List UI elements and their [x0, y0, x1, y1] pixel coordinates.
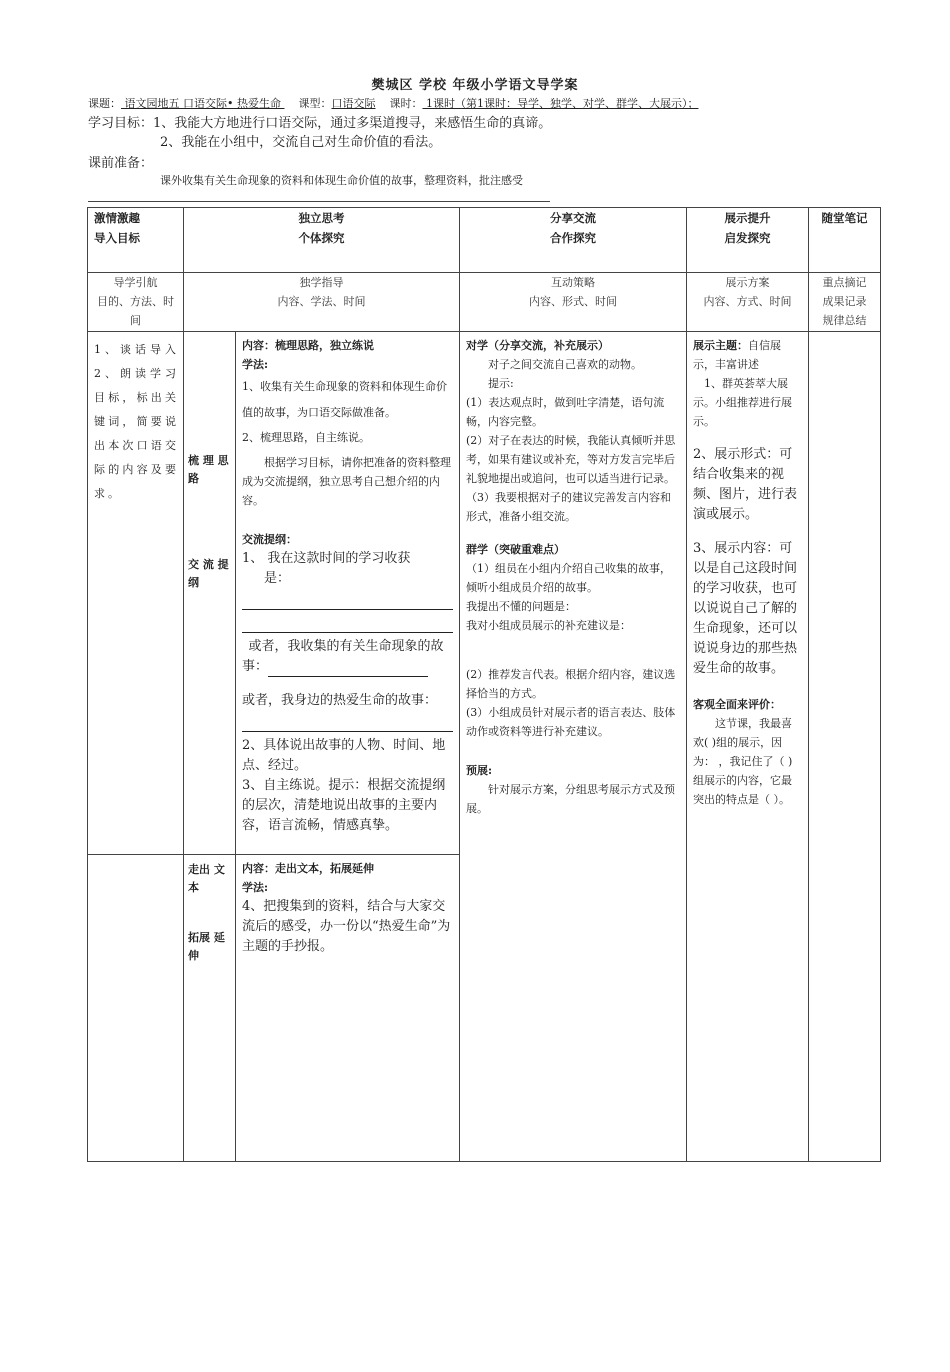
type-value: 口语交际	[331, 97, 376, 110]
goal-item-2: 2、我能在小组中，交流自己对生命价值的看法。	[160, 135, 442, 150]
answer-blank-2[interactable]	[242, 614, 453, 633]
lesson-table	[87, 207, 881, 1162]
group-1c: 我对小组成员展示的补充建议是：	[466, 619, 631, 632]
subheader-show: 展示方案 内容、方式、时间	[687, 273, 809, 332]
guide-text: 1、谈话导入 2、朗读学习目标，标出关键词，简要说出本次口语交际的内容及要求。	[94, 343, 179, 500]
answer-blank-3[interactable]	[268, 662, 428, 677]
phase2-m1: 4、把搜集到的资料，结合与大家交流后的感受，办一份以“热爱生命”为主题的手抄报。	[242, 899, 451, 954]
phase1-label-b: 交 流 提纲	[188, 558, 229, 589]
phase2-label-a: 走出 文本	[188, 863, 225, 894]
guide-cell	[88, 332, 184, 855]
phase2-content-cell	[236, 855, 460, 1162]
answer-blank-4[interactable]	[242, 713, 453, 732]
outline-1a: 1、 我在这款时间的学习收获	[242, 551, 411, 566]
header-row	[88, 208, 881, 273]
share-cell	[460, 332, 687, 1162]
show-item-1: 1、群英荟萃大展示。小组推荐进行展示。	[693, 377, 792, 428]
preview-text: 针对展示方案，分组思考展示方式及预展。	[466, 783, 675, 815]
phase1-content-cell	[236, 332, 460, 855]
period-value: 1课时（第1课时：导学、独学、对学、群学、大展示）；	[422, 97, 699, 110]
answer-blank-1[interactable]	[242, 591, 453, 610]
phase2-method-label: 学法:	[242, 881, 269, 894]
phase2-label-cell	[184, 855, 236, 1162]
group-2: (2）推荐发言代表。根据介绍内容，建议选择恰当的方式。	[466, 668, 676, 700]
phase2-content-title: 内容：走出文本，拓展延伸	[242, 862, 374, 875]
subheader-guide: 导学引航 目的、方法、时 间	[88, 273, 184, 332]
period-label: 课时：	[389, 97, 423, 110]
header-independent: 独立思考 个体探究	[184, 208, 460, 273]
group-title: 群学（突破重难点）	[466, 543, 565, 556]
header-share: 分享交流 合作探究	[460, 208, 687, 273]
group-1: （1）组员在小组内介绍自己收集的故事，倾听小组成员介绍的故事。	[466, 562, 671, 594]
header-show: 展示提升 启发探究	[687, 208, 809, 273]
prep-label: 课前准备：	[88, 156, 154, 171]
header-notes: 随堂笔记	[809, 208, 881, 273]
subheader-share: 互动策略 内容、形式、时间	[460, 273, 687, 332]
header-guide: 激情激趣 导入目标	[88, 208, 184, 273]
lesson-meta	[88, 95, 698, 111]
page-title: 樊城区 学校 年级小学语文导学案	[371, 78, 579, 93]
show-item-3: 3、展示内容：可以是自己这段时间的学习收获，也可以说说自己了解的生命现象，还可以说说身边的那些热爱生命的故事。	[693, 541, 798, 676]
prep-text: 课外收集有关生命现象的资料和体现生命价值的故事，整理资料，批注感受	[160, 174, 523, 187]
preview-title: 预展:	[466, 764, 493, 777]
hint-label: 提示:	[488, 377, 514, 390]
phase1-label-a: 梳 理 思路	[188, 454, 229, 485]
eval-title: 客观全面来评价：	[693, 698, 781, 711]
type-label: 课型：	[298, 97, 332, 110]
hint-3: （3）我要根据对子的建议完善发言内容和形式，准备小组交流。	[466, 491, 671, 523]
subheader-notes: 重点摘记 成果记录 规律总结	[809, 273, 881, 332]
hint-1: (1）表达观点时，做到吐字清楚，语句流畅，内容完整。	[466, 396, 665, 428]
outline-label: 交流提纲：	[242, 533, 297, 546]
subheader-independent: 独学指导 内容、学法、时间	[184, 273, 460, 332]
divider	[88, 201, 550, 202]
show-theme: 展示主题：自信展示，丰富讲述	[693, 339, 781, 371]
group-3: (3）小组成员针对展示者的语言表达、肢体动作或资料等进行补充建议。	[466, 706, 676, 738]
goal-item-1: 1、我能大方地进行口语交际，通过多渠道搜寻，来感悟生命的真谛。	[153, 116, 552, 131]
phase1-m2: 2、梳理思路，自主练说。	[242, 431, 370, 444]
show-item-2: 2、展示形式：可结合收集来的视频、图片，进行表演或展示。	[693, 447, 798, 522]
outline-5: 3、自主练说。提示：根据交流提纲的层次，清楚地说出故事的主要内容，语言流畅，情感真挚。	[242, 778, 446, 833]
pair-title: 对学（分享交流，补充展示）	[466, 339, 609, 352]
guide-cell-2	[88, 855, 184, 1162]
phase1-label-cell	[184, 332, 236, 855]
topic-label: 课题：	[88, 97, 121, 110]
eval-text: 这节课，我最喜欢( )组的展示，因为： ，我记住了（ )组展示的内容，它最突出的特点是（ ）。	[693, 717, 793, 806]
topic-value: 语文园地五 口语交际• 热爱生命	[121, 97, 285, 110]
phase1-content-title: 内容：梳理思路，独立练说	[242, 339, 374, 352]
outline-1b: 是：	[264, 571, 291, 586]
hint-2: (2）对子在表达的时候，我能认真倾听并思考，如果有建议或补充，等对方发言完毕后礼貌地提出或追问，也可以适当进行记录。	[466, 434, 676, 485]
notes-cell[interactable]	[809, 332, 881, 1162]
group-1b: 我提出不懂的问题是：	[466, 600, 576, 613]
goals-label: 学习目标：	[88, 116, 154, 131]
outline-2: 或者，我收集的有关生命现象的故事：	[242, 639, 444, 674]
phase1-m3: 根据学习目标，请你把准备的资料整理成为交流提纲，独立思考自己想介绍的内容。	[242, 456, 451, 507]
phase1-row	[88, 332, 881, 855]
outline-3: 或者，我身边的热爱生命的故事：	[242, 693, 438, 708]
phase2-label-b: 拓展 延伸	[188, 931, 225, 962]
phase1-m1: 1、收集有关生命现象的资料和体现生命价值的故事，为口语交际做准备。	[242, 380, 447, 419]
show-cell	[687, 332, 809, 1162]
outline-4: 2、具体说出故事的人物、时间、地点、经过。	[242, 738, 446, 773]
pair-text: 对子之间交流自己喜欢的动物。	[488, 358, 642, 371]
phase1-method-label: 学法:	[242, 358, 269, 371]
goal-line-1	[88, 112, 551, 131]
subheader-row	[88, 273, 881, 332]
